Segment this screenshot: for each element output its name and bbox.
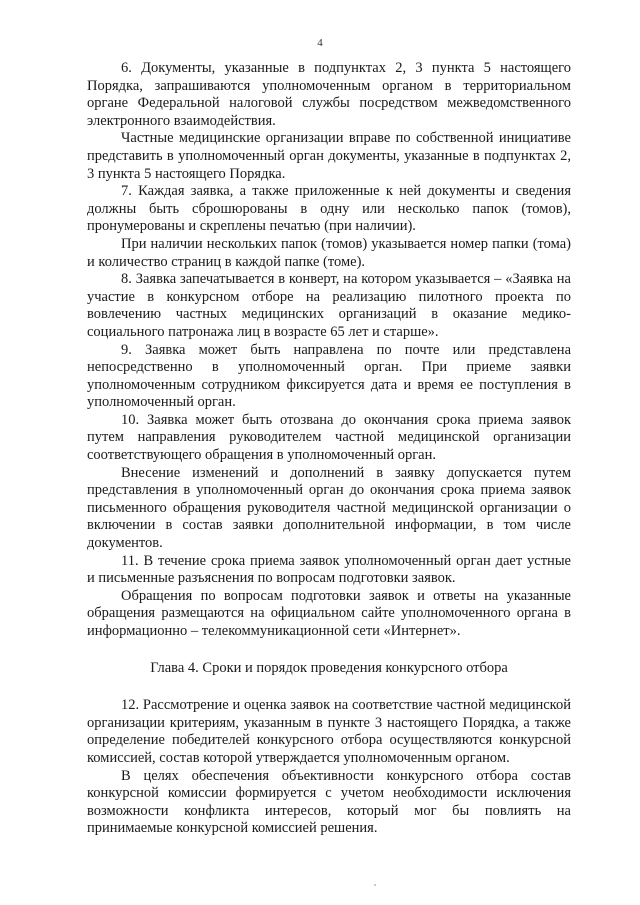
paragraph-9: 9. Заявка может быть направлена по почте или представлена непосредственно в уполномоченный орган. При приеме заявки уполномоченным сотрудником фиксируется дата и время ее поступления в уполномоченный орган.: [87, 341, 571, 411]
paragraph-12-note: В целях обеспечения объективности конкурсного отбора состав конкурсной комиссии формируется с учетом необходимости исключения возможности конфликта интересов, который мог бы повлиять на принимаемые конкурсной комиссией решения.: [87, 767, 571, 837]
paragraph-11-note: Обращения по вопросам подготовки заявок и ответы на указанные обращения размещаются на официальном сайте уполномоченного органа в информационно – телекоммуникационной сети «Интернет».: [87, 587, 571, 639]
document-body: [87, 60, 571, 838]
paragraph-8: 8. Заявка запечатывается в конверт, на котором указывается – «Заявка на участие в конкурсном отборе на реализацию пилотного проекта по вовлечению частных медицинских организаций в оказание медико-социального патронажа лиц в возрасте 65 лет и старше».: [87, 271, 571, 340]
paragraph-6: 6. Документы, указанные в подпунктах 2, 3 пункта 5 настоящего Порядка, запрашиваются уполномоченным органом в территориальном органе Федеральной налоговой службы посредством межведомственного электронного взаимодействия.: [87, 60, 571, 129]
page-number: 4: [317, 37, 323, 49]
paragraph-12: 12. Рассмотрение и оценка заявок на соответствие частной медицинской организации критериям, указанным в пункте 3 настоящего Порядка, а также определение победителей конкурсного отбора осуществляются конкурсной комиссией, состав которой утверждается уполномоченным органом.: [87, 697, 571, 766]
chapter-heading: Глава 4. Сроки и порядок проведения конкурсного отбора: [150, 659, 508, 676]
paragraph-6-note: Частные медицинские организации вправе по собственной инициативе представить в уполномоченный орган документы, указанные в подпунктах 2, 3 пункта 5 настоящего Порядка.: [87, 130, 571, 182]
scan-dot: [374, 884, 376, 886]
paragraph-7-note: При наличии нескольких папок (томов) указывается номер папки (тома) и количество страниц в каждой папке (томе).: [87, 235, 571, 270]
paragraph-7: 7. Каждая заявка, а также приложенные к ней документы и сведения должны быть сброшюрованы в одну или несколько папок (томов), пронумерованы и скреплены печатью (при наличии).: [87, 183, 571, 235]
paragraph-11: 11. В течение срока приема заявок уполномоченный орган дает устные и письменные разъяснения по вопросам подготовки заявок.: [87, 552, 571, 587]
paragraph-10-note: Внесение изменений и дополнений в заявку допускается путем представления в уполномоченный орган до окончания срока приема заявок письменного обращения руководителя частной медицинской организации о включении в состав заявки дополнительной информации, в том числе документов.: [87, 464, 571, 552]
paragraph-10: 10. Заявка может быть отозвана до окончания срока приема заявок путем направления руководителем частной медицинской организации соответствующего обращения в уполномоченный орган.: [87, 411, 571, 464]
